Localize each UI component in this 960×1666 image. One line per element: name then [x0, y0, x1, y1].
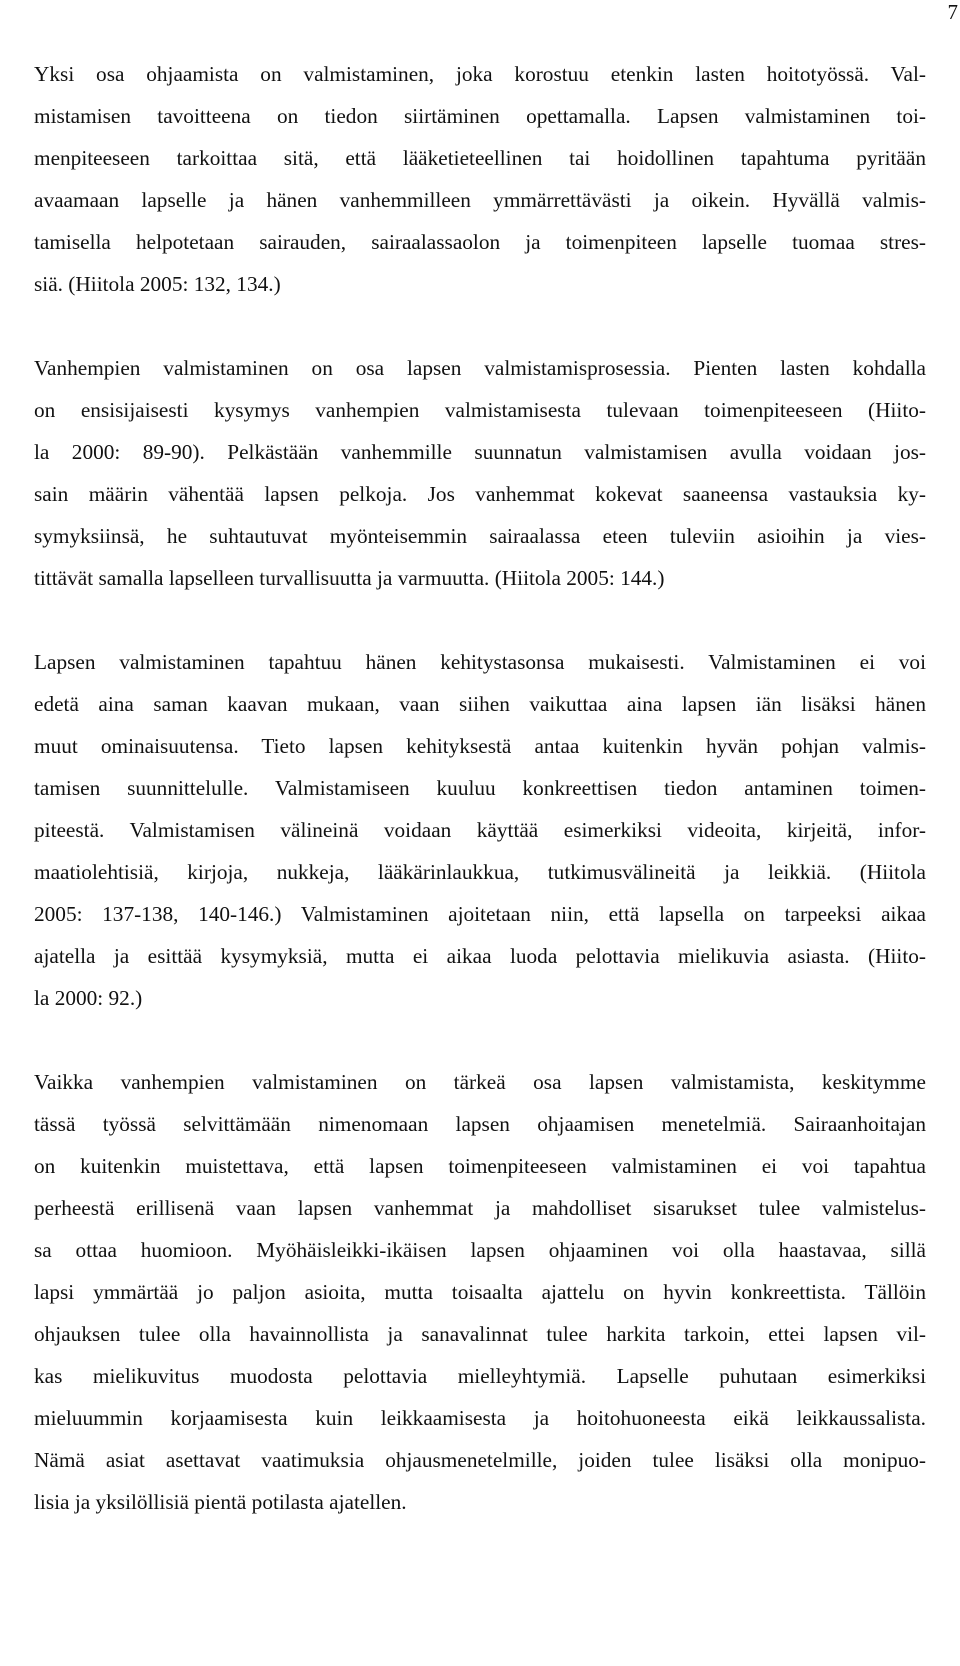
text-line: lapsi ymmärtää jo paljon asioita, mutta toisaalta ajattelu on hyvin konkreettista. Tällöin — [34, 1280, 926, 1304]
text-line: tässä työssä selvittämään nimenomaan lapsen ohjaamisen menetelmiä. Sairaanhoitajan — [34, 1112, 926, 1136]
text-line: muut ominaisuutensa. Tieto lapsen kehityksestä antaa kuitenkin hyvän pohjan valmis- — [34, 734, 926, 758]
page-number: 7 — [947, 0, 958, 24]
paragraph-4 — [34, 1061, 926, 1523]
text-line: la 2000: 92.) — [34, 986, 143, 1010]
text-line: piteestä. Valmistamisen välineinä voidaan käyttää esimerkiksi videoita, kirjeitä, infor- — [34, 818, 926, 842]
text-line: maatiolehtisiä, kirjoja, nukkeja, lääkärinlaukkua, tutkimusvälineitä ja leikkiä. (Hiitola — [34, 860, 926, 884]
paragraph-3 — [34, 641, 926, 1019]
text-line: sain määrin vähentää lapsen pelkoja. Jos vanhemmat kokevat saaneensa vastauksia ky- — [34, 482, 926, 506]
text-line: edetä aina saman kaavan mukaan, vaan siihen vaikuttaa aina lapsen iän lisäksi hänen — [34, 692, 926, 716]
paragraph-1 — [34, 53, 926, 305]
text-line: symyksiinsä, he suhtautuvat myönteisemmin sairaalassa eteen tuleviin asioihin ja vies- — [34, 524, 926, 548]
text-line: menpiteeseen tarkoittaa sitä, että lääketieteellinen tai hoidollinen tapahtuma pyritään — [34, 146, 926, 170]
text-line: mistamisen tavoitteena on tiedon siirtäminen opettamalla. Lapsen valmistaminen toi- — [34, 104, 926, 128]
text-line: on kuitenkin muistettava, että lapsen toimenpiteeseen valmistaminen ei voi tapahtua — [34, 1154, 926, 1178]
text-line: Vanhempien valmistaminen on osa lapsen valmistamisprosessia. Pienten lasten kohdalla — [34, 356, 926, 380]
text-line: avaamaan lapselle ja hänen vanhemmilleen ymmärrettävästi ja oikein. Hyvällä valmis- — [34, 188, 926, 212]
text-line: siä. (Hiitola 2005: 132, 134.) — [34, 272, 281, 296]
text-line: Lapsen valmistaminen tapahtuu hänen kehitystasonsa mukaisesti. Valmistaminen ei voi — [34, 650, 926, 674]
text-line: ohjauksen tulee olla havainnollista ja sanavalinnat tulee harkita tarkoin, ettei lapsen vil- — [34, 1322, 926, 1346]
text-line: mieluummin korjaamisesta kuin leikkaamisesta ja hoitohuoneesta eikä leikkaussalista. — [34, 1406, 926, 1430]
text-line: sa ottaa huomioon. Myöhäisleikki-ikäisen lapsen ohjaaminen voi olla haastavaa, sillä — [34, 1238, 926, 1262]
text-line: ajatella ja esittää kysymyksiä, mutta ei aikaa luoda pelottavia mielikuvia asiasta. (Hiito- — [34, 944, 926, 968]
text-line: lisia ja yksilöllisiä pientä potilasta ajatellen. — [34, 1490, 407, 1514]
text-line: Vaikka vanhempien valmistaminen on tärkeä osa lapsen valmistamista, keskitymme — [34, 1070, 926, 1094]
text-line: 2005: 137-138, 140-146.) Valmistaminen ajoitetaan niin, että lapsella on tarpeeksi aikaa — [34, 902, 926, 926]
text-line: on ensisijaisesti kysymys vanhempien valmistamisesta tulevaan toimenpiteeseen (Hiito- — [34, 398, 926, 422]
text-line: tamisella helpotetaan sairauden, sairaalassaolon ja toimenpiteen lapselle tuomaa stres- — [34, 230, 926, 254]
text-line: kas mielikuvitus muodosta pelottavia mielleyhtymiä. Lapselle puhutaan esimerkiksi — [34, 1364, 926, 1388]
document-body — [34, 53, 926, 1523]
text-line: tamisen suunnittelulle. Valmistamiseen kuuluu konkreettisen tiedon antaminen toimen- — [34, 776, 926, 800]
text-line: la 2000: 89-90). Pelkästään vanhemmille suunnatun valmistamisen avulla voidaan jos- — [34, 440, 926, 464]
text-line: perheestä erillisenä vaan lapsen vanhemmat ja mahdolliset sisarukset tulee valmistelus- — [34, 1196, 926, 1220]
text-line: tittävät samalla lapselleen turvallisuutta ja varmuutta. (Hiitola 2005: 144.) — [34, 566, 665, 590]
text-line: Nämä asiat asettavat vaatimuksia ohjausmenetelmille, joiden tulee lisäksi olla monipuo- — [34, 1448, 926, 1472]
text-line: Yksi osa ohjaamista on valmistaminen, joka korostuu etenkin lasten hoitotyössä. Val- — [34, 62, 926, 86]
paragraph-2 — [34, 347, 926, 599]
